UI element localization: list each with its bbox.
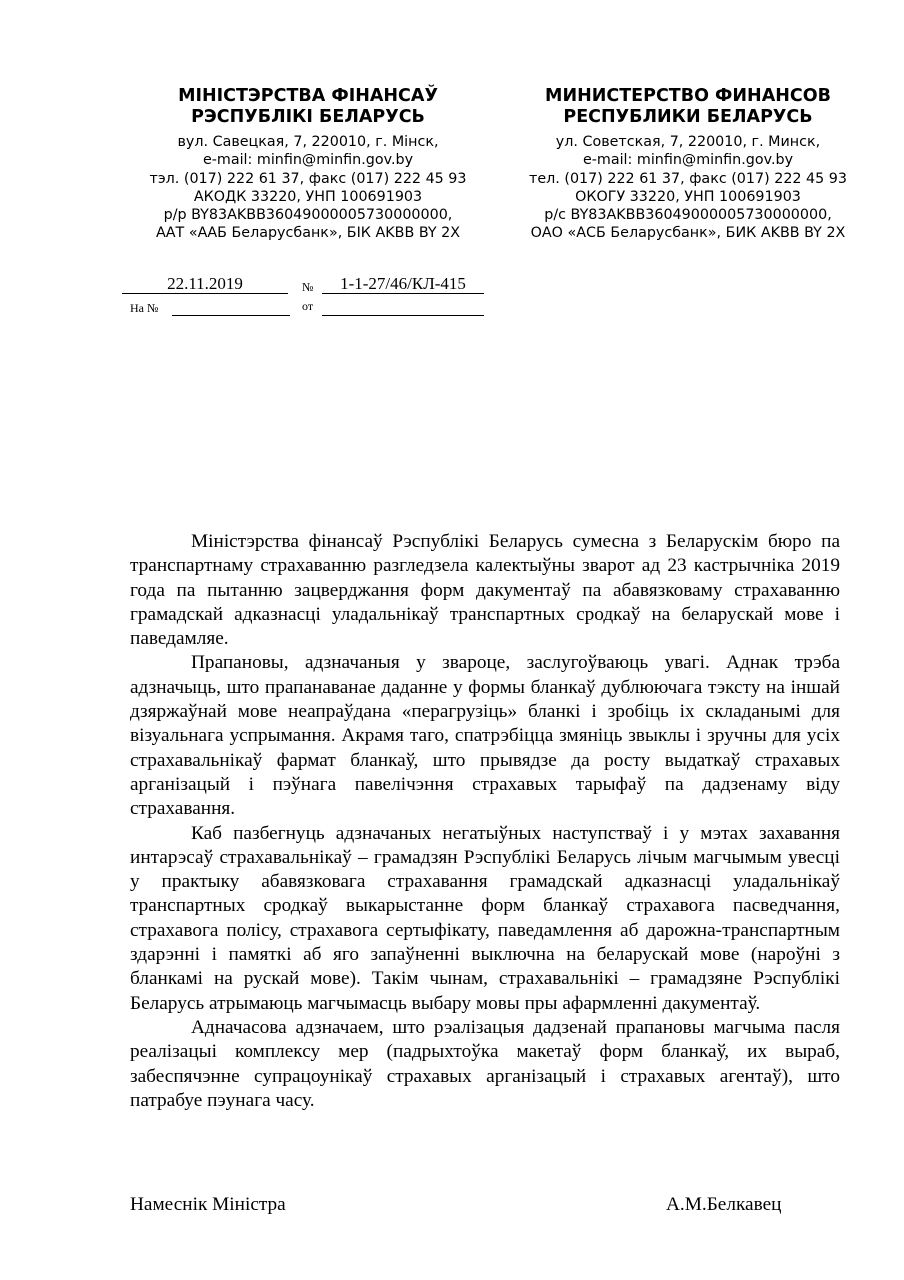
signatory-position: Намеснік Міністра [130, 1194, 286, 1215]
email-be: e-mail: minfin@minfin.gov.by [202, 152, 414, 169]
letterhead-russian [502, 86, 874, 243]
account-ru: р/с BY83AKBB36049000005730000000, [544, 207, 832, 224]
bank-ru: ОАО «АСБ Беларусбанк», БИК AKBB BY 2X [530, 225, 846, 242]
number-label: № [302, 280, 314, 294]
phone-ru: тел. (017) 222 61 37, факс (017) 222 45 93 [529, 170, 847, 187]
signatory-name: А.М.Белкавец [666, 1194, 782, 1215]
letter-date: 22.11.2019 [167, 274, 243, 293]
ministry-title-ru: МИНИСТЕРСТВО ФИНАНСОВ [545, 86, 831, 106]
ministry-title-be: МІНІСТЭРСТВА ФІНАНСАЎ [178, 86, 438, 106]
bank-be: ААТ «ААБ Беларусбанк», БІК AKBB BY 2X [155, 225, 461, 242]
letter-number: 1-1-27/46/КЛ-415 [340, 274, 466, 293]
paragraph: Каб пазбегнуць адзначаных негатыўных наступстваў і у мэтах захавання интарэсаў страхавальнікаў – грамадзян Рэспублікі Беларусь лічым магчымым увесці у практыку абавязковага страхавання грамадскай адказнасці уладальнікаў транспартных сродкаў выкарыстанне форм бланкаў страхавога пасведчання, страхавога полісу, страхавога сертыфікату, паведамлення аб дарожна-транспартным здарэнні і памяткі аб яго запаўненні выключна на беларускай мове (нароўні з бланкамі на рускай мове). Такім чынам, страхавальнікі – грамадзяне Рэспублікі Беларусь атрымаюць магчымасць выбару мовы пры афармленні дакументаў. [130, 822, 840, 1014]
paragraph: Міністэрства фінансаў Рэспублікі Беларусь сумесна з Беларускім бюро па транспартнаму страхаванню разгледзела калектыўны зварот ад 23 кастрычніка 2019 года па пытанню зацверджання форм дакументаў па абавязковаму страхаванню грамадскай адказнасці уладальнікаў транспартных сродкаў на беларускай мове і паведамляе. [130, 531, 840, 650]
republic-title-ru: РЕСПУБЛИКИ БЕЛАРУСЬ [563, 107, 813, 127]
email-ru: e-mail: minfin@minfin.gov.by [582, 152, 794, 169]
phone-be: тэл. (017) 222 61 37, факс (017) 222 45 93 [149, 170, 467, 187]
republic-title-be: РЭСПУБЛІКІ БЕЛАРУСЬ [191, 107, 425, 127]
letter-body [130, 530, 840, 1113]
letterhead-belarusian [122, 86, 494, 243]
reply-to-label: На № [130, 301, 159, 315]
reply-to-underline [172, 315, 290, 316]
paragraph: Адначасова адзначаем, што рэалізацыя дадзенай прапановы магчыма пасля реалізацыі комплексу мер (падрыхтоўка макетаў форм бланкаў, их выраб, забеспячэнне супрацоунікаў страхавых арганізацый і страхавых агентаў), што патрабуе пэунага часу. [130, 1016, 840, 1111]
paragraph: Прапановы, адзначаныя у звароце, заслугоўваюць увагі. Аднак трэба адзначыць, што прапанаванае даданне у формы бланкаў дублюючага тэксту на іншай дзяржаўнай мове неапраўдана «перагрузіць» бланкі і зробіць іх складанымі для візуальнага успрымання. Акрамя таго, спатрэбіцца змяніць звыклы і зручны для усіх страхавальнікаў фармат бланкаў, што прывядзе да росту выдаткаў страхавых арганізацый і пэўнага павелічэння страхавых тарыфаў па дадзенаму віду страхавання. [130, 652, 840, 820]
address-ru: ул. Советская, 7, 220010, г. Минск, [555, 134, 821, 150]
codes-ru: ОКОГУ 33220, УНП 100691903 [575, 188, 801, 205]
from-underline [322, 315, 484, 316]
from-label: от [302, 299, 314, 313]
account-be: р/р BY83AKBB36049000005730000000, [163, 207, 453, 224]
address-be: вул. Савецкая, 7, 220010, г. Мінск, [177, 134, 439, 150]
date-underline [122, 293, 288, 294]
codes-be: АКОДК 33220, УНП 100691903 [193, 188, 423, 205]
number-underline [322, 293, 484, 294]
